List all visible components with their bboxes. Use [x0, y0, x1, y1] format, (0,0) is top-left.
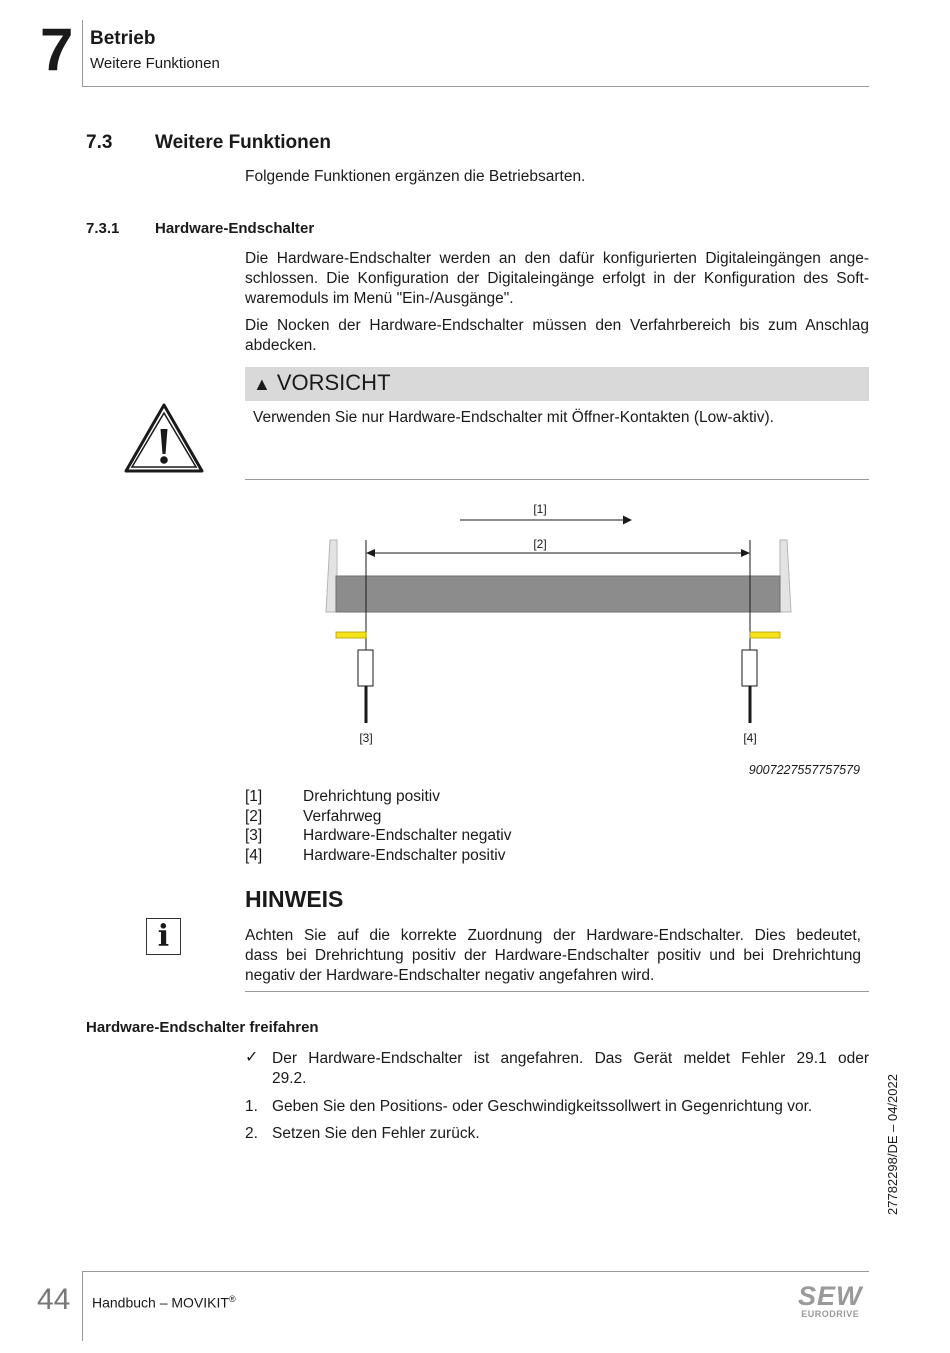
positive-cam	[750, 632, 780, 638]
negative-cam	[336, 632, 366, 638]
logo-line-1: SEW	[798, 1281, 863, 1311]
label-4: [4]	[743, 731, 757, 745]
paragraph-line: schlossen. Die Konfiguration der Digitaleingänge erfolgt in der Konfiguration des Soft-	[245, 270, 869, 287]
footer-title-text: Handbuch – MOVIKIT	[92, 1294, 229, 1311]
label-2: [2]	[533, 537, 547, 551]
section-number: 7.3	[86, 132, 113, 153]
legend-item	[245, 827, 645, 847]
legend-key: [2]	[245, 808, 263, 825]
info-icon: i	[146, 918, 181, 955]
figure-id: 9007227557757579	[748, 763, 860, 777]
travel-carriage	[336, 576, 780, 612]
document-code: 27782298/DE – 04/2022	[885, 1074, 900, 1215]
limit-switch-diagram	[245, 495, 869, 755]
footer-divider-horizontal	[82, 1271, 869, 1272]
positive-switch-body	[742, 650, 757, 686]
header-subtitle: Weitere Funktionen	[90, 55, 220, 72]
legend-key: [4]	[245, 847, 263, 864]
subsection-number: 7.3.1	[86, 220, 120, 237]
step-number: 2.	[245, 1125, 258, 1142]
page-number: 44	[37, 1283, 71, 1316]
caution-text: Verwenden Sie nur Hardware-Endschalter mit Öffner-Kontakten (Low-aktiv).	[253, 409, 774, 426]
travel-arrowhead-right	[741, 549, 750, 557]
step-number: 1.	[245, 1098, 258, 1115]
paragraph-line: waremoduls im Menü "Ein-/Ausgänge".	[245, 290, 514, 307]
travel-arrowhead-left	[366, 549, 375, 557]
legend-item	[245, 808, 645, 828]
paragraph-line: Die Nocken der Hardware-Endschalter müssen den Verfahrbereich bis zum Anschlag	[245, 317, 869, 334]
header-title: Betrieb	[90, 28, 156, 49]
legend-key: [1]	[245, 788, 263, 805]
legend-item	[245, 847, 645, 867]
note-line: dass bei Drehrichtung positiv der Hardware-Endschalter positiv und bei Drehrichtung	[245, 947, 861, 964]
precondition-line: Der Hardware-Endschalter ist angefahren. Das Gerät meldet Fehler 29.1 oder	[272, 1050, 869, 1067]
section-intro: Folgende Funktionen ergänzen die Betriebsarten.	[245, 168, 586, 185]
legend-value: Verfahrweg	[303, 808, 382, 825]
sew-eurodrive-logo	[798, 1283, 863, 1319]
paragraph-wiring	[245, 249, 869, 309]
caution-bottom-rule	[245, 479, 869, 480]
caution-title-text: VORSICHT	[276, 370, 391, 395]
caution-title	[253, 370, 391, 396]
step-text: Setzen Sie den Fehler zurück.	[272, 1125, 480, 1142]
legend-value: Drehrichtung positiv	[303, 788, 440, 805]
note-text	[245, 926, 861, 986]
step-text: Geben Sie den Positions- oder Geschwindigkeitssollwert in Gegenrichtung vor.	[272, 1098, 813, 1115]
precondition-text	[272, 1049, 869, 1089]
note-title: HINWEIS	[245, 886, 344, 912]
legend-value: Hardware-Endschalter negativ	[303, 827, 512, 844]
subsection-title: Hardware-Endschalter	[155, 220, 315, 237]
label-1: [1]	[533, 502, 547, 516]
legend-value: Hardware-Endschalter positiv	[303, 847, 506, 864]
checkmark-icon: ✓	[245, 1049, 259, 1066]
left-end-stop	[326, 540, 337, 612]
registered-mark: ®	[228, 1294, 236, 1304]
paragraph-line: Die Hardware-Endschalter werden an den dafür konfigurierten Digitaleingängen ange-	[245, 250, 869, 267]
note-line: negativ der Hardware-Endschalter negativ angefahren wird.	[245, 967, 655, 984]
footer-divider-vertical	[82, 1271, 83, 1341]
small-warning-icon: ▲	[253, 374, 271, 394]
section-title: Weitere Funktionen	[155, 132, 331, 153]
right-end-stop	[780, 540, 791, 612]
label-3: [3]	[359, 731, 373, 745]
legend-key: [3]	[245, 827, 263, 844]
chapter-number: 7	[40, 16, 74, 83]
direction-arrowhead	[623, 516, 632, 525]
paragraph-line: abdecken.	[245, 337, 317, 354]
footer-title	[92, 1294, 236, 1311]
note-line: Achten Sie auf die korrekte Zuordnung der Hardware-Endschalter. Dies bedeutet,	[245, 927, 861, 944]
precondition-line: 29.2.	[272, 1070, 307, 1087]
warning-triangle-icon	[123, 402, 205, 474]
release-heading: Hardware-Endschalter freifahren	[86, 1019, 319, 1036]
paragraph-cams	[245, 316, 869, 356]
header-divider-vertical	[82, 20, 83, 86]
logo-line-2: EURODRIVE	[801, 1309, 860, 1319]
note-bottom-rule	[245, 991, 869, 992]
header-divider-horizontal	[82, 86, 869, 87]
legend-item	[245, 788, 645, 808]
negative-switch-body	[358, 650, 373, 686]
